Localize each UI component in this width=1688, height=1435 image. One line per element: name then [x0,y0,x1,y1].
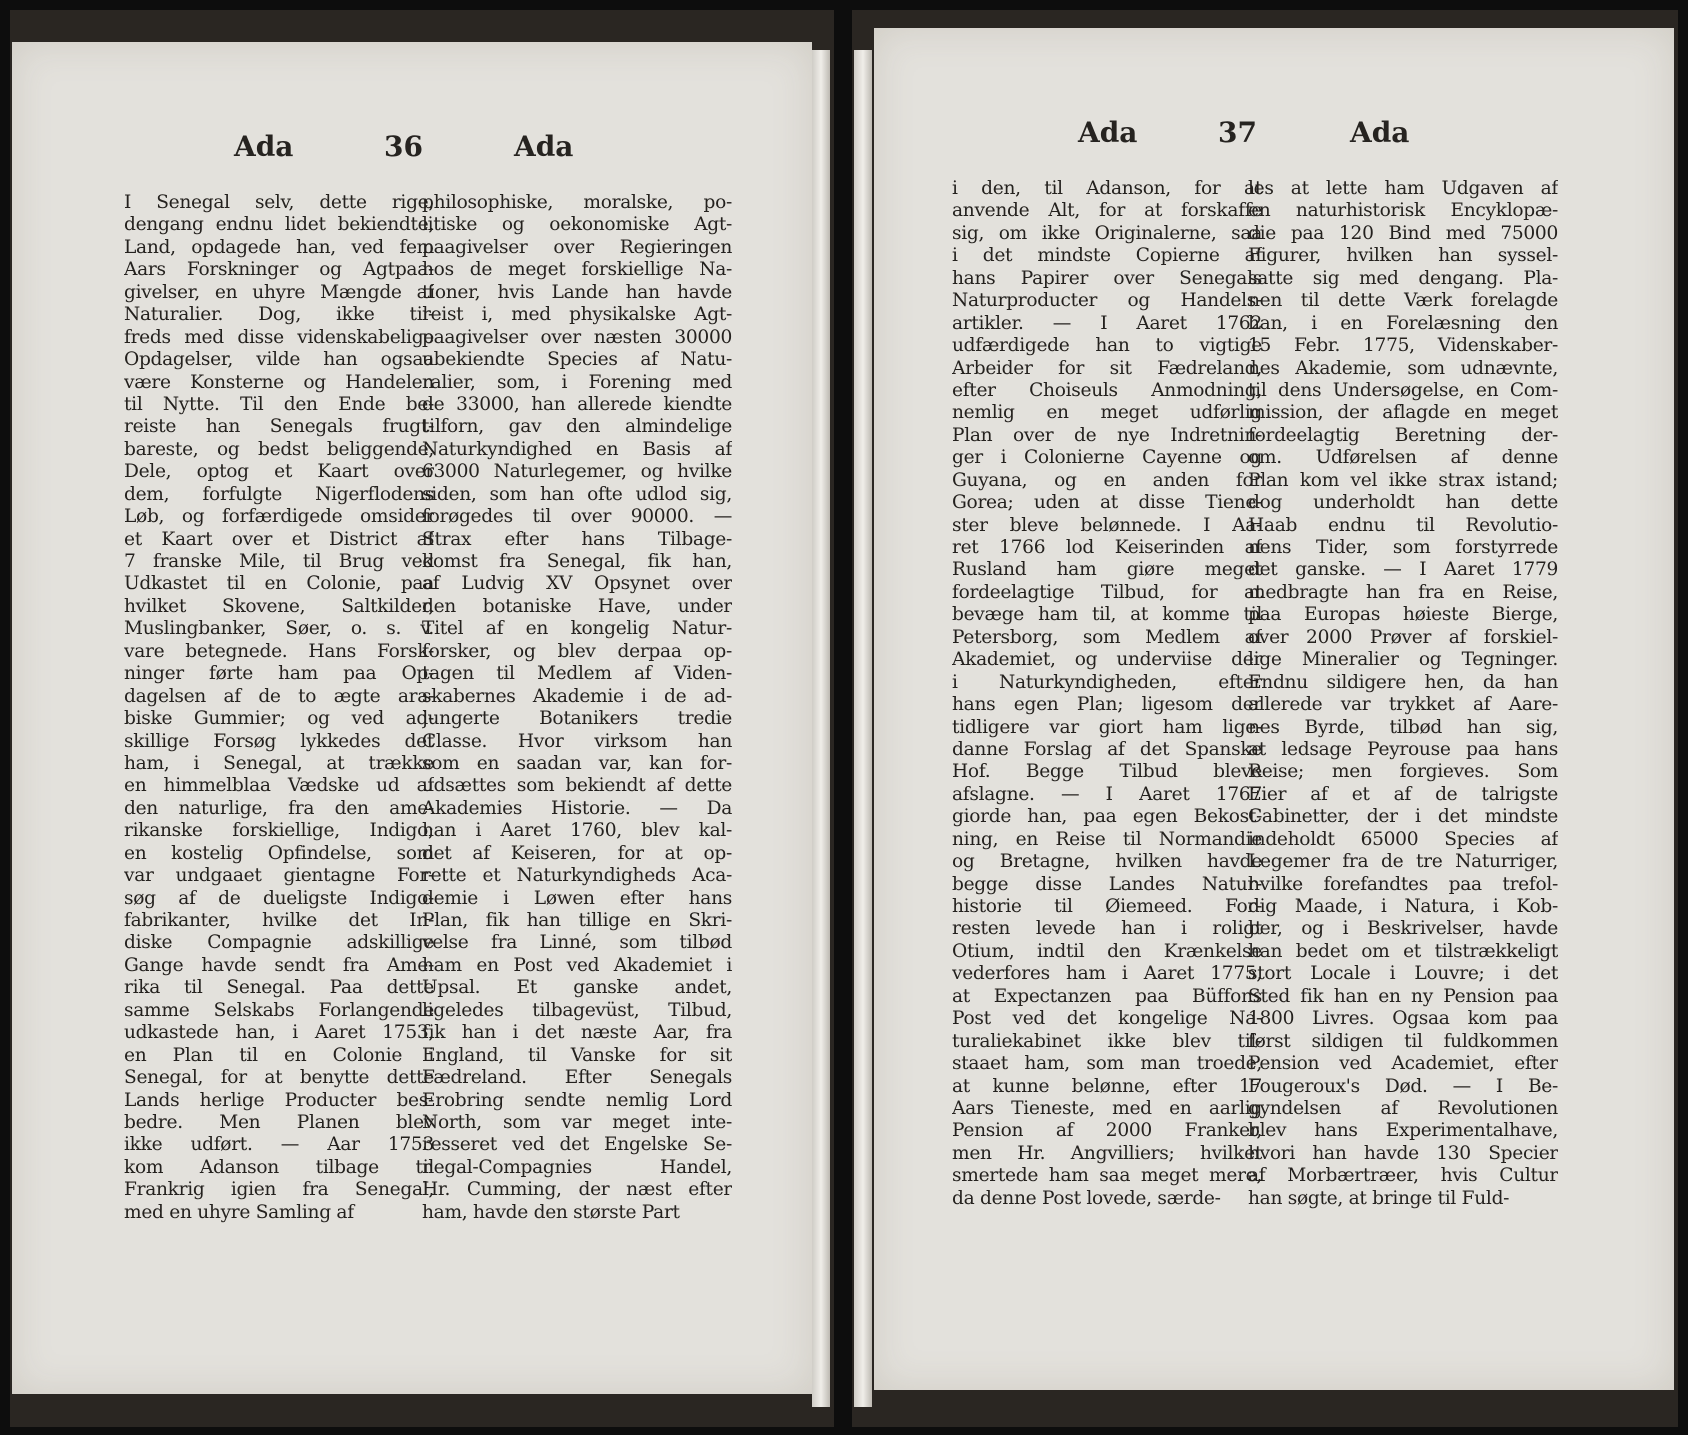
text-line: samme Selskabs Forlangende [124,999,434,1021]
text-line: nes Akademie, som udnævnte, [1248,357,1558,379]
text-line: et Kaart over et District af [124,528,434,550]
text-line: han søgte, at bringe til Fuld- [1248,1187,1510,1209]
text-line: Fædreland. Efter Senegals [422,1067,732,1089]
text-line: Upsal. Et ganske andet, [422,977,732,999]
text-line: ster bleve belønnede. I Aa- [952,514,1262,536]
text-line: være Konsterne og Handelen [124,371,434,393]
text-line: North, som var meget inte- [422,1111,732,1133]
text-line: Sted fik han en ny Pension paa [1248,985,1558,1007]
text-line: ham en Post ved Akademiet i [422,954,732,976]
text-line: begge disse Landes Natur- [952,873,1262,895]
text-line: nen til dette Værk forelagde [1248,290,1558,312]
text-line: stort Locale i Louvre; i det [1248,963,1558,985]
text-line: satte sig med dengang. Pla- [1248,267,1558,289]
text-line: Frankrig igien fra Senegal, [124,1179,434,1201]
text-line: Naturproducter og Handels- [952,290,1262,312]
text-line: allerede var trykket af Aare- [1248,694,1558,716]
text-line: den naturlige, fra den ame- [124,797,434,819]
right-page-column-2 [1248,178,1558,1210]
text-line: mission, der aflagde en meget [1248,402,1558,424]
text-line: en kostelig Opfindelse, som [124,842,434,864]
text-line: fik han i det næste Aar, fra [422,1022,732,1044]
text-line: gyndelsen af Revolutionen [1248,1097,1558,1119]
text-line: reiste han Senegals frugt- [124,416,434,438]
right-page [874,28,1674,1390]
text-line: de 33000, han allerede kiendte [422,393,732,415]
text-line: først sildigen til fuldkommen [1248,1030,1558,1052]
text-line: at Expectanzen paa Büffons [952,985,1262,1007]
text-line: af Morbærtræer, hvis Cultur [1248,1165,1558,1187]
text-line: af Ludvig XV Opsynet over [422,573,732,595]
text-line: hos de meget forskiellige Na- [422,259,732,281]
header-right-word: Ada [514,130,574,163]
text-line: Opdagelser, vilde han ogsaa [124,349,434,371]
text-line: siden, som han ofte udlod sig, [422,483,732,505]
text-line: om. Udførelsen af denne [1248,447,1558,469]
text-line: Lands herlige Producter bes- [124,1089,434,1111]
text-line: han i Aaret 1760, blev kal- [422,820,732,842]
text-line: han bedet om et tilstrækkeligt [1248,940,1558,962]
text-line: les at lette ham Udgaven af [1248,178,1558,199]
text-line: resseret ved det Engelske Se- [422,1134,732,1156]
text-line: Erobring sendte nemlig Lord [422,1089,732,1111]
text-line: diske Compagnie adskillige [124,932,434,954]
text-line: søg af de dueligste Indigo- [124,887,434,909]
text-line: komst fra Senegal, fik han, [422,551,732,572]
text-line: Akademiet, og underviise der [952,649,1262,671]
text-line: Post ved det kongelige Na- [952,1008,1262,1030]
text-line: philosophiske, moralske, po- [422,192,732,213]
text-line: ning, en Reise til Normandie [952,828,1262,850]
text-line: Land, opdagede han, ved fem [124,236,434,258]
text-line: sig, om ikke Originalerne, saa [952,222,1262,244]
header-left-word: Ada [234,130,294,163]
text-line: Guyana, og en anden for [952,469,1262,491]
text-line: ninger førte ham paa Op- [124,663,434,685]
text-line: ret 1766 lod Keiserinden af [952,537,1262,558]
text-line: staaet ham, som man troede, [952,1053,1262,1075]
text-line: men Hr. Angvilliers; hvilket [952,1142,1262,1164]
text-line: efter Choiseuls Anmodning, [952,379,1262,401]
text-line: ikke udført. — Aar 1753 [124,1134,434,1156]
text-line: tagen til Medlem af Viden- [422,663,732,685]
text-line: nemlig en meget udførlig [952,402,1262,424]
text-line: Naturkyndighed en Basis af [422,438,732,460]
right-page-header [874,116,1674,166]
text-line: Titel af en kongelig Natur- [422,618,732,640]
text-line: Plan, fik han tillige en Skri- [422,910,732,931]
text-line: litiske og oekonomiske Agt- [422,214,732,236]
text-line: Hr. Cumming, der næst efter [422,1179,732,1201]
text-line: lige Mineralier og Tegninger. [1248,649,1558,671]
text-line: die paa 120 Bind med 75000 [1248,222,1558,244]
text-line: Pension ved Academiet, efter [1248,1053,1558,1075]
text-line: ubekiendte Species af Natu- [422,349,732,371]
text-line: givelser, en uhyre Mængde af [124,281,434,303]
text-line: fabrikanter, hvilke det In- [124,910,434,931]
left-page-column-2 [422,192,732,1224]
text-line: Gange havde sendt fra Ame- [124,954,434,976]
text-line: en Plan til en Colonie i [124,1044,434,1066]
text-line: Muslingbanker, Søer, o. s. v. [124,618,434,640]
left-page-scan [10,10,834,1427]
text-line: rikanske forskiellige, Indigo; [124,820,434,842]
text-line: artikler. — I Aaret 1762 [952,312,1262,334]
text-line: Arbeider for sit Fædreland, [952,357,1262,379]
text-line: ham, i Senegal, at trække [124,752,434,774]
text-line: England, til Vanske for sit [422,1044,732,1066]
text-line: dengang endnu lidet bekiendte, [124,214,434,236]
left-page [12,42,812,1394]
page-edge [812,50,830,1407]
text-line: 63000 Naturlegemer, og hvilke [422,461,732,483]
text-line: Classe. Hvor virksom han [422,730,732,752]
text-line: Hof. Begge Tilbud bleve [952,761,1262,783]
text-line: indeholdt 65000 Species af [1248,828,1558,850]
text-line: tilforn, gav den almindelige [422,416,732,438]
text-line: turaliekabinet ikke blev til- [952,1030,1262,1052]
text-line: dog underholdt han dette [1248,492,1558,514]
text-line: I Senegal selv, dette rige, [124,192,434,213]
text-line: bevæge ham til, at komme til [952,604,1262,626]
text-line: det af Keiseren, for at op- [422,842,732,864]
text-line: giorde han, paa egen Bekost- [952,806,1262,828]
text-line: var undgaaet gientagne For- [124,865,434,887]
text-line: rette et Naturkyndigheds Aca- [422,865,732,887]
header-right-word: Ada [1350,116,1410,149]
text-line: udfærdigede han to vigtige [952,335,1262,357]
text-line: forsker, og blev derpaa op- [422,640,732,662]
text-line: hans Papirer over Senegals [952,267,1262,289]
text-line: anvende Alt, for at forskaffe [952,200,1262,222]
text-line: Løb, og forfærdigede omsider [124,506,434,528]
text-line: hvori han havde 130 Specier [1248,1142,1558,1164]
text-line: paagivelser over næsten 30000 [422,326,732,348]
text-line: blev hans Experimentalhave, [1248,1120,1558,1142]
page-number: 36 [384,130,423,163]
text-line: over 2000 Prøver af forskiel- [1248,626,1558,648]
text-line: paagivelser over Regieringen [422,236,732,258]
text-line: hans egen Plan; ligesom der [952,694,1262,716]
text-line: negal-Compagnies Handel, [422,1156,732,1178]
left-page-column-1 [124,192,434,1224]
text-line: Naturalier. Dog, ikke til- [124,304,434,326]
text-line: udsættes som bekiendt af dette [422,775,732,797]
text-line: bareste, og bedst beliggende, [124,438,434,460]
text-line: ber, og i Beskrivelser, havde [1248,918,1558,940]
text-line: 1800 Livres. Ogsaa kom paa [1248,1008,1558,1030]
right-page-scan [852,10,1678,1427]
text-line: Udkastet til en Colonie, paa [124,573,434,595]
text-line: velse fra Linné, som tilbød [422,932,732,954]
text-line: nens Tider, som forstyrrede [1248,537,1558,558]
text-line: hvilket Skovene, Saltkilder, [124,595,434,617]
text-line: fordeelagtig Beretning der- [1248,424,1558,446]
text-line: ralier, som, i Forening med [422,371,732,393]
page-number: 37 [1218,116,1257,149]
text-line: da denne Post lovede, særde- [952,1187,1221,1209]
text-line: vare betegnede. Hans Forsk- [124,640,434,662]
text-line: Strax efter hans Tilbage- [422,528,732,550]
text-line: ligeledes tilbagevüst, Tilbud, [422,999,732,1021]
text-line: historie til Øiemeed. For- [952,896,1262,917]
text-line: Aars Forskninger og Agtpaa- [124,259,434,281]
text-line: til dens Undersøgelse, en Com- [1248,379,1558,401]
text-line: tidligere var giort ham lige- [952,716,1262,738]
text-line: vederfores ham i Aaret 1775, [952,963,1262,985]
text-line: Petersborg, som Medlem af [952,626,1262,648]
text-line: Plan over de nye Indretnin- [952,424,1262,446]
text-line: i det mindste Copierne af [952,245,1262,267]
text-line: Aars Tieneste, med en aarlig [952,1097,1262,1119]
text-line: smertede ham saa meget mere, [952,1165,1262,1187]
text-line: medbragte han fra en Reise, [1248,581,1558,603]
text-line: han, i en Forelæsning den [1248,312,1558,334]
text-line: ham, havde den største Part [422,1201,680,1223]
text-line: en himmelblaa Vædske ud af [124,775,434,797]
text-line: bedre. Men Planen blev [124,1111,434,1133]
text-line: Otium, indtil den Krænkelse [952,940,1262,962]
text-line: i Naturkyndigheden, efter [952,671,1262,693]
text-line: med en uhyre Samling af [124,1201,354,1223]
left-page-header [12,130,812,180]
text-line: resten levede han i roligt [952,918,1262,940]
text-line: skillige Forsøg lykkedes det [124,730,434,752]
text-line: Fougeroux's Død. — I Be- [1248,1075,1558,1097]
text-line: paa Europas høieste Bierge, [1248,604,1558,626]
page-edge [854,50,872,1407]
text-line: Dele, optog et Kaart over [124,461,434,483]
text-line: forøgedes til over 90000. — [422,506,732,528]
text-line: Reise; men forgieves. Som [1248,761,1558,783]
right-page-column-1 [952,178,1262,1210]
text-line: det ganske. — I Aaret 1779 [1248,559,1558,581]
text-line: Eier af et af de talrigste [1248,783,1558,805]
text-line: som en saadan var, kan for- [422,752,732,774]
text-line: Cabinetter, der i det mindste [1248,806,1558,828]
text-line: kom Adanson tilbage til [124,1156,434,1178]
text-line: Gorea; uden at disse Tiene- [952,492,1262,514]
text-line: Endnu sildigere hen, da han [1248,671,1558,693]
header-left-word: Ada [1078,116,1138,149]
text-line: biske Gummier; og ved ad- [124,708,434,730]
text-line: fordeelagtige Tilbud, for at [952,581,1262,603]
text-line: Senegal, for at benytte dette [124,1067,434,1089]
text-line: nes Byrde, tilbød han sig, [1248,716,1558,738]
text-line: i den, til Adanson, for at [952,178,1262,199]
text-line: den botaniske Have, under [422,595,732,617]
text-line: tioner, hvis Lande han havde [422,281,732,303]
text-line: dem, forfulgte Nigerflodens [124,483,434,505]
text-line: dig Maade, i Natura, i Kob- [1248,896,1558,917]
text-line: at kunne belønne, efter 17 [952,1075,1262,1097]
text-line: dagelsen af de to ægte ara- [124,685,434,707]
text-line: og Bretagne, hvilken havde [952,851,1262,873]
text-line: afslagne. — I Aaret 1767 [952,783,1262,805]
text-line: jungerte Botanikers tredie [422,708,732,730]
text-line: danne Forslag af det Spanske [952,738,1262,760]
text-line: reist i, med physikalske Agt- [422,304,732,326]
text-line: skabernes Akademie i de ad- [422,685,732,707]
text-line: Legemer fra de tre Naturriger, [1248,851,1558,873]
text-line: til Nytte. Til den Ende be- [124,393,434,415]
text-line: Figurer, hvilken han syssel- [1248,245,1558,267]
text-line: at ledsage Peyrouse paa hans [1248,738,1558,760]
text-line: en naturhistorisk Encyklopæ- [1248,200,1558,222]
text-line: demie i Løwen efter hans [422,887,732,909]
text-line: ger i Colonierne Cayenne og [952,447,1262,469]
text-line: 15 Febr. 1775, Videnskaber- [1248,335,1558,357]
text-line: freds med disse videnskabelige [124,326,434,348]
text-line: Akademies Historie. — Da [422,797,732,819]
text-line: Haab endnu til Revolutio- [1248,514,1558,536]
text-line: rika til Senegal. Paa dette [124,977,434,999]
text-line: udkastede han, i Aaret 1753, [124,1022,434,1044]
text-line: Plan kom vel ikke strax istand; [1248,469,1558,491]
text-line: Pension af 2000 Franker, [952,1120,1262,1142]
text-line: hvilke forefandtes paa trefol- [1248,873,1558,895]
text-line: 7 franske Mile, til Brug ved [124,551,434,572]
text-line: Rusland ham giøre meget [952,559,1262,581]
